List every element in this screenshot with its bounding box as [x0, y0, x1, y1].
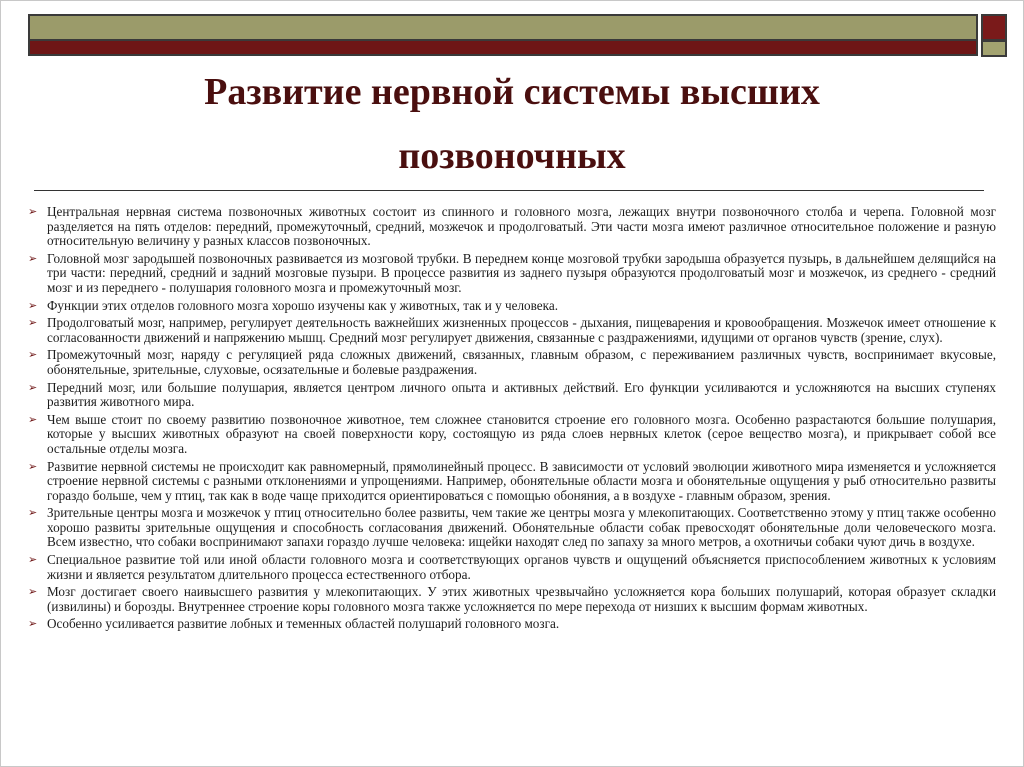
- list-item: [28, 617, 996, 632]
- list-item-text: Мозг достигает своего наивысшего развития у млекопитающих. У этих животных чрезвычайно усложняется кора больших полушарий, которая образует складки (извилины) и борозды. Внутреннее строение коры головного мозга также усложняется по мере перехода от низших к высшим формам животных.: [47, 584, 996, 614]
- list-item: [28, 381, 996, 410]
- list-item-text: Головной мозг зародышей позвоночных развивается из мозговой трубки. В переднем конце мозговой трубки зародыша образуется пузырь, в дальнейшем делящийся на три части: передний, средний и задний мозговые пузыри. В процессе развития из заднего пузыря образуются продолговатый мозг и мозжечок, из среднего - средний мозг и из переднего - полушария головного мозга и промежуточный мозг.: [47, 250, 996, 295]
- bullet-arrow-icon: ➢: [28, 348, 38, 362]
- list-item: [28, 460, 996, 504]
- list-item: [28, 205, 996, 249]
- bullet-arrow-icon: ➢: [28, 412, 38, 426]
- bullet-arrow-icon: ➢: [28, 553, 38, 567]
- list-item: [28, 413, 996, 457]
- header-decoration-bar: [28, 14, 978, 56]
- slide-title: [60, 60, 964, 188]
- list-item-text: Передний мозг, или большие полушария, является центром личного опыта и активных действий. Его функции усиливаются и усложняются на высших ступенях развития животного мира.: [47, 379, 996, 410]
- list-item-text: Функции этих отделов головного мозга хорошо изучены как у животных, так и у человека.: [47, 297, 559, 313]
- corner-square-olive: [981, 40, 1007, 57]
- header-decoration-stripe: [30, 39, 976, 54]
- bullet-arrow-icon: ➢: [28, 205, 38, 218]
- list-item-text: Развитие нервной системы не происходит как равномерный, прямолинейный процесс. В зависимости от условий эволюции животного мира изменяется и усложняется строение нервной системы с разными отклонениями и упрощениями. Например, обонятельные области мозга и обонятельные ощущения у рыб относительно развиты гораздо больше, чем у птиц, так как в воде чаще приходится ориентироваться с помощью обоняния, а в воздухе - главным образом, зрения.: [47, 458, 996, 503]
- list-item-text: Зрительные центры мозга и мозжечок у птиц относительно более развиты, чем такие же центры мозга у млекопитающих. Соответственно этому у птиц также особенно хорошо развиты зрительные ощущения и способность согласования движений. Обонятельные области собак превосходят обонятельные доли человеческого мозга. Всем известно, что собаки воспринимают запахи гораздо лучше человека: ищейки находят след по запаху за много метров, а охотничьи собаки чуют дичь в воздухе.: [47, 505, 996, 550]
- list-item: [28, 585, 996, 614]
- bullet-arrow-icon: ➢: [28, 585, 38, 599]
- list-item: [28, 553, 996, 582]
- list-item-text: Продолговатый мозг, например, регулирует деятельность важнейших жизненных процессов - дыхания, пищеварения и кровообращения. Мозжечок имеет отношение к согласованности движений и напряжению мышц. Средний мозг регулирует движения, связанные с раздражениями, идущими от органов чувств (зрение, слух).: [47, 315, 996, 345]
- slide-title-line-2: позвоночных: [398, 135, 626, 177]
- list-item-text: Специальное развитие той или иной области головного мозга и соответствующих органов чувств и ощущений объясняется приспособлением животных к условиям жизни и является результатом длительного процесса естественного отбора.: [47, 552, 996, 582]
- list-item: [28, 316, 996, 345]
- list-item-text: Чем выше стоит по своему развитию позвоночное животное, тем сложнее становится строение его головного мозга. Особенно разрастаются большие полушария, которые у высших животных образуют на своей поверхности кору, состоящую из ряда слоев нервных клеток (серое вещество мозга), и прикрывает собой все остальные отделы мозга.: [47, 411, 996, 456]
- corner-square-red: [981, 14, 1007, 41]
- list-item: [28, 252, 996, 296]
- bullet-arrow-icon: ➢: [28, 298, 38, 312]
- bullet-arrow-icon: ➢: [28, 380, 38, 394]
- list-item-text: Особенно усиливается развитие лобных и теменных областей полушарий головного мозга.: [47, 616, 560, 632]
- bullet-arrow-icon: ➢: [28, 617, 38, 631]
- bullet-arrow-icon: ➢: [28, 506, 38, 520]
- list-item: [28, 348, 996, 377]
- list-item-text: Центральная нервная система позвоночных животных состоит из спинного и головного мозга, лежащих внутри позвоночного столба и черепа. Головной мозг разделяется на пять отделов: передний, промежуточный, средний, мозжечок и продолговатый. Эти части мозга имеют различное относительное положение и разную относительную величину у разных классов позвоночных.: [47, 204, 996, 249]
- list-item: [28, 506, 996, 550]
- title-divider: [34, 190, 984, 191]
- bullet-arrow-icon: ➢: [28, 459, 38, 473]
- bullet-arrow-icon: ➢: [28, 316, 38, 330]
- list-item-text: Промежуточный мозг, наряду с регуляцией ряда сложных движений, связанных, главным образом, с переживанием различных чувств, воспринимает вкусовые, обонятельные, зрительные, слуховые, осязательные и болевые раздражения.: [47, 347, 996, 377]
- bullet-list: [28, 205, 996, 635]
- bullet-arrow-icon: ➢: [28, 251, 38, 265]
- list-item: [28, 299, 996, 314]
- slide-title-line-1: Развитие нервной системы высших: [204, 71, 820, 113]
